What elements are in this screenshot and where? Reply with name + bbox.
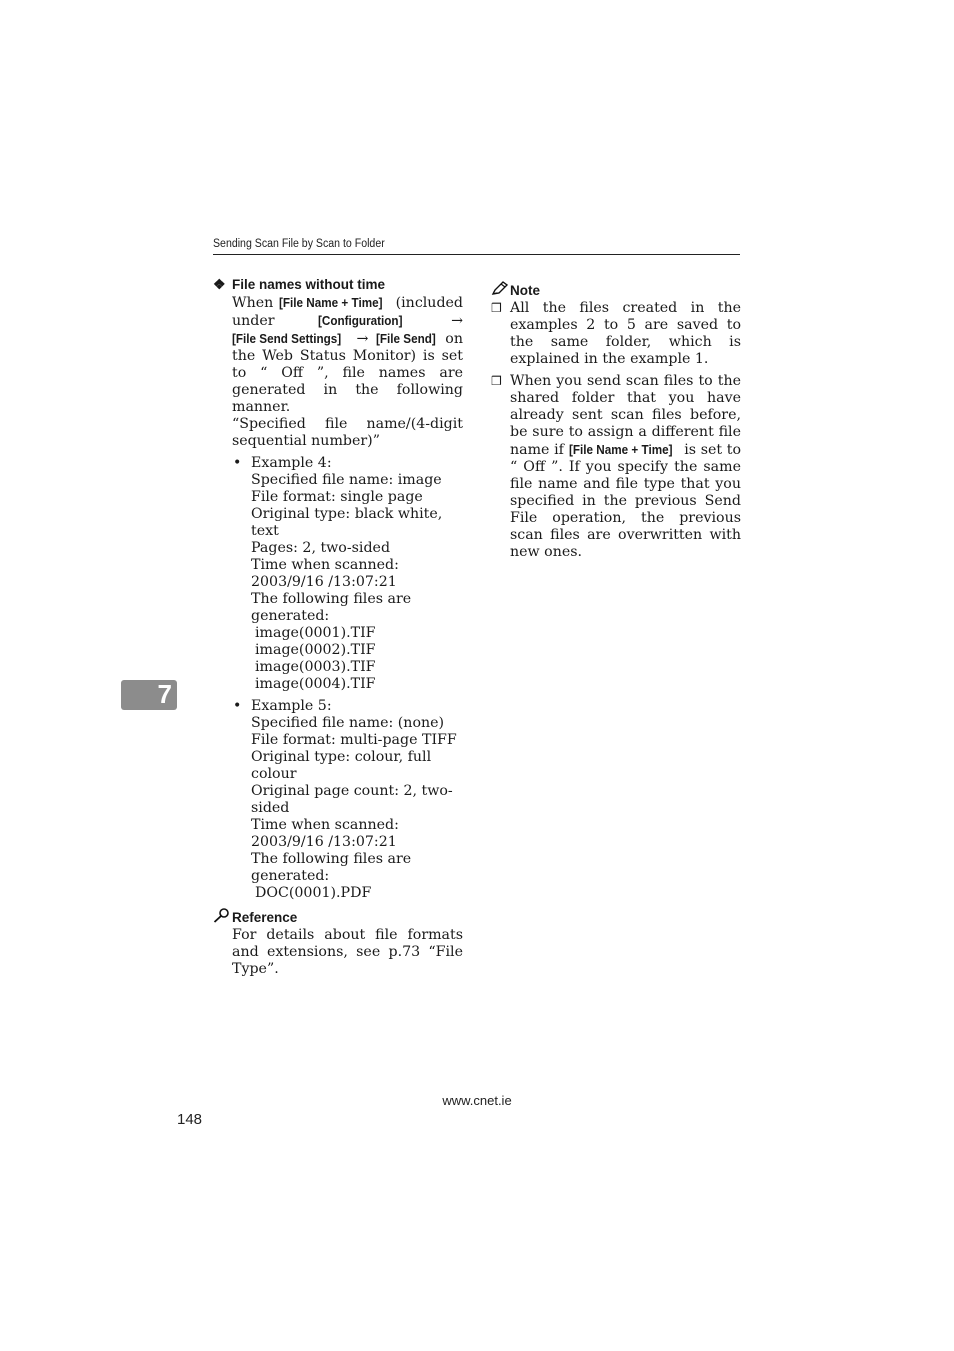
- format-line: “Specified file name/(4-digit sequential number)”: [232, 416, 463, 449]
- pencil-icon: [491, 281, 510, 300]
- section-heading: [213, 275, 463, 294]
- bullet-dot-icon: •: [233, 455, 242, 471]
- bullet-dot-icon: •: [233, 698, 242, 714]
- file-name: image(0004).TIF: [255, 676, 376, 692]
- note-item: ❒ When you send scan files to the shared folder that you have already sent scan files before, be sure to assign a different file name if [File Name + Time] is set to “ Off ”. If you specify the same file name and file type that you specified in the previous Send File operation, the previous scan files are overwritten with new ones.: [491, 373, 741, 560]
- ui-key-file-name-time: [File Name + Time]: [568, 442, 673, 457]
- right-column: [491, 281, 741, 561]
- file-name: DOC(0001).PDF: [255, 885, 372, 901]
- note-heading: [491, 281, 741, 300]
- example-item: • Example 5: Specified file name: (none) File format: multi-page TIFF Original type: colour, full colour Original page count: 2, two-sided Time when scanned: 2003/9/16 /13:07:21 The following files are generated: DOC(0001).PDF: [232, 698, 463, 902]
- ui-key-file-send: [File Send]: [375, 331, 436, 346]
- ui-key-configuration: [Configuration]: [317, 313, 403, 328]
- reference-block: [213, 908, 463, 978]
- file-name: image(0001).TIF: [255, 625, 376, 641]
- running-header: Sending Scan File by Scan to Folder: [213, 238, 385, 250]
- footer-url: www.cnet.ie: [442, 1093, 512, 1108]
- file-name: image(0003).TIF: [255, 659, 376, 675]
- intro-paragraph: When [File Name + Time] (included under [Configuration] → [File Send Settings] → [File Send] on the Web Status Monitor) is set to “ Off ”, file names are generated in the following manner.: [232, 295, 464, 415]
- file-name: image(0002).TIF: [255, 642, 376, 658]
- reference-heading: [213, 908, 463, 927]
- left-column: [213, 275, 463, 978]
- ui-key-file-send-settings: [File Send Settings]: [232, 331, 342, 346]
- section-title: File names without time: [232, 277, 386, 292]
- page-number: 148: [177, 1111, 203, 1128]
- note-title: Note: [510, 283, 540, 298]
- diamond-bullet-icon: ❖: [213, 276, 226, 292]
- reference-text: For details about file formats and extensions, see p.73 “File Type”.: [232, 927, 463, 977]
- header-rule: [213, 254, 740, 255]
- example-item: • Example 4: Specified file name: image File format: single page Original type: black white, text Pages: 2, two-sided Time when scanned: 2003/9/16 /13:07:21 The following files are generated: image(0001).TIF image(0002).TIF image(0003).TIF image(0004).TIF: [232, 455, 463, 693]
- note-item: ❒ All the files created in the examples 2 to 5 are saved to the same folder, which is explained in the example 1.: [491, 300, 741, 367]
- ui-key-file-name-time: [File Name + Time]: [278, 295, 383, 310]
- checkbox-bullet-icon: ❒: [491, 301, 502, 315]
- checkbox-bullet-icon: ❒: [491, 374, 502, 388]
- chapter-tab: [121, 680, 177, 710]
- reference-title: Reference: [232, 910, 298, 925]
- magnifier-icon: [213, 908, 232, 927]
- chapter-number: 7: [157, 679, 172, 709]
